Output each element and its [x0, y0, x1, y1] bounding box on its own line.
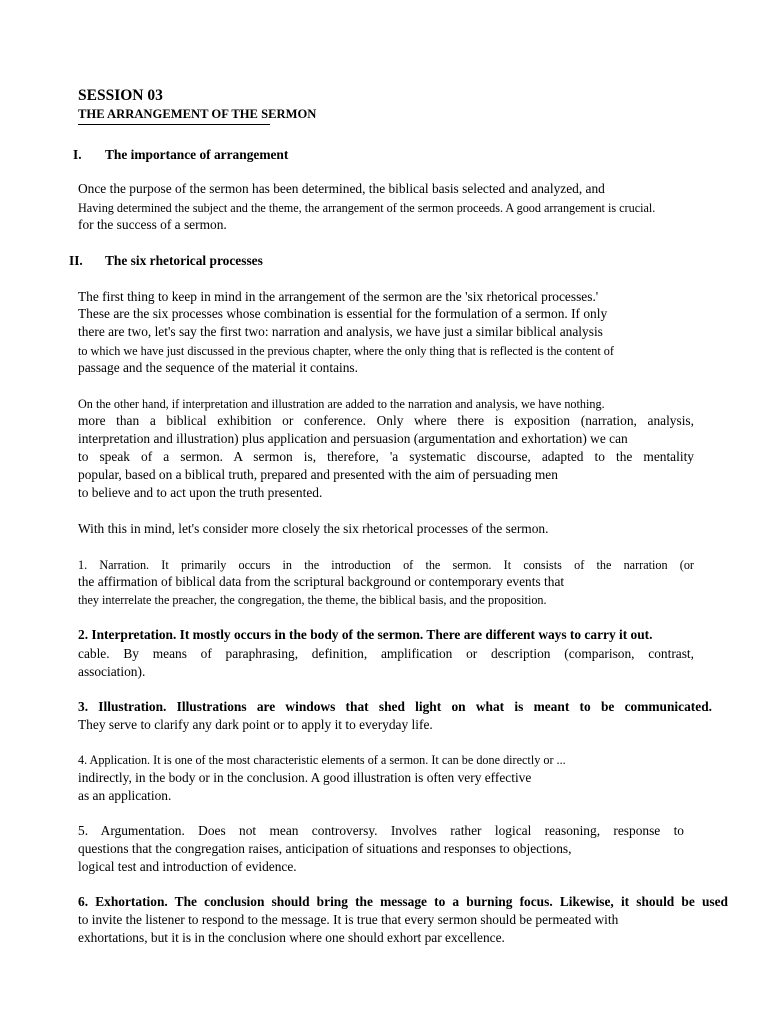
- list-item-line: 6. Exhortation. The conclusion should bring the message to a burning focus. Likewise, it should be used: [78, 894, 728, 909]
- section-numeral: I.: [73, 147, 82, 162]
- list-item-line: 4. Application. It is one of the most characteristic elements of a sermon. It can be done directly or ...: [78, 753, 566, 767]
- paragraph-line: Having determined the subject and the theme, the arrangement of the sermon proceeds. A good arrangement is crucial.: [78, 201, 656, 215]
- list-item-line: cable. By means of paraphrasing, definition, amplification or description (comparison, contrast,: [78, 646, 694, 661]
- list-item-line: They serve to clarify any dark point or to apply it to everyday life.: [78, 717, 433, 732]
- list-item-line: 1. Narration. It primarily occurs in the introduction of the sermon. It consists of the narration (or: [78, 558, 694, 572]
- list-item-line: logical test and introduction of evidence.: [78, 859, 297, 874]
- paragraph-line: more than a biblical exhibition or conference. Only where there is exposition (narration, analysis,: [78, 413, 694, 428]
- paragraph-line: popular, based on a biblical truth, prepared and presented with the aim of persuading men: [78, 467, 558, 482]
- paragraph-line: to speak of a sermon. A sermon is, therefore, 'a systematic discourse, adapted to the mentality: [78, 449, 694, 464]
- paragraph-line: Once the purpose of the sermon has been determined, the biblical basis selected and analyzed, and: [78, 181, 605, 196]
- paragraph-line: for the success of a sermon.: [78, 217, 227, 232]
- list-item-line: exhortations, but it is in the conclusion where one should exhort par excellence.: [78, 930, 505, 945]
- paragraph-line: With this in mind, let's consider more closely the six rhetorical processes of the sermon.: [78, 521, 549, 536]
- paragraph-line: On the other hand, if interpretation and illustration are added to the narration and analysis, we have nothing.: [78, 397, 605, 411]
- list-item-line: the affirmation of biblical data from the scriptural background or contemporary events that: [78, 574, 565, 589]
- paragraph-line: there are two, let's say the first two: narration and analysis, we have just a similar biblical analysis: [78, 324, 603, 339]
- paragraph-line: to which we have just discussed in the previous chapter, where the only thing that is reflected is the content of: [78, 344, 614, 358]
- paragraph-line: to believe and to act upon the truth presented.: [78, 485, 323, 500]
- session-subtitle: THE ARRANGEMENT OF THE SERMON: [78, 107, 317, 121]
- list-item-line: indirectly, in the body or in the conclusion. A good illustration is often very effective: [78, 770, 532, 785]
- section-numeral: II.: [69, 253, 83, 268]
- section-title: The importance of arrangement: [105, 147, 289, 162]
- list-item-line: questions that the congregation raises, anticipation of situations and responses to objections,: [78, 841, 572, 856]
- session-title: SESSION 03: [78, 87, 163, 104]
- paragraph-line: passage and the sequence of the material it contains.: [78, 360, 358, 375]
- list-item-line: 3. Illustration. Illustrations are windows that shed light on what is meant to be communicated.: [78, 699, 712, 714]
- paragraph-line: The first thing to keep in mind in the arrangement of the sermon are the 'six rhetorical processes.': [78, 289, 599, 304]
- section-title: The six rhetorical processes: [105, 253, 263, 268]
- list-item-line: as an application.: [78, 788, 172, 803]
- list-item-line: association).: [78, 664, 146, 679]
- list-item-line: 2. Interpretation. It mostly occurs in the body of the sermon. There are different ways to carry it out.: [78, 627, 653, 642]
- list-item-line: to invite the listener to respond to the message. It is true that every sermon should be permeated with: [78, 912, 619, 927]
- paragraph-line: interpretation and illustration) plus application and persuasion (argumentation and exhortation) we can: [78, 431, 628, 446]
- list-item-line: 5. Argumentation. Does not mean controversy. Involves rather logical reasoning, response to: [78, 823, 684, 838]
- subtitle-underline: [78, 124, 270, 125]
- list-item-line: they interrelate the preacher, the congregation, the theme, the biblical basis, and the proposition.: [78, 593, 547, 607]
- paragraph-line: These are the six processes whose combination is essential for the formulation of a sermon. If only: [78, 306, 608, 321]
